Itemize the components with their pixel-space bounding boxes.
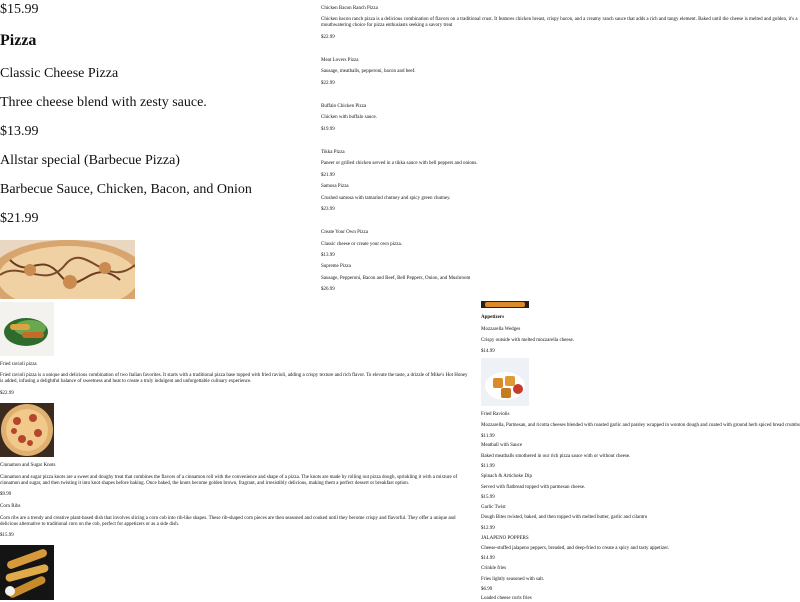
item-name: Create Your Own Pizza	[321, 230, 368, 235]
item-description: Fries lightly seasoned with salt.	[481, 577, 545, 582]
item-description: Cheese-stuffed jalapeno peppers, breaded, and deep-fried to create a spicy and tasty appetizer.	[481, 546, 670, 551]
price: $11.99	[481, 464, 495, 469]
cinnamon-knots-photo	[0, 403, 54, 457]
price: $14.99	[481, 556, 495, 561]
corn-ribs-photo	[0, 545, 54, 600]
item-description: Mozzarella, Parmesan, and ricotta cheeses blended with roasted garlic and parsley wrapped in wonton dough and coated with ground herb spiced bread crumbs	[481, 423, 800, 428]
item-description: Three cheese blend with zesty sauce.	[0, 95, 207, 110]
item-description: Fried ravioli pizza is a unique and delicious combination of two Italian favorites. It starts with a traditional pizza base topped with fried ravioli, adding a crispy texture and rich flavor. To elevate the taste, a drizzle of Mike's Hot Honey is added, infusing a delightful balance of sweetness and heat to create a truly indulgent and unforgettable culinary experience.	[0, 373, 468, 385]
price: $22.99	[321, 81, 335, 86]
item-name: JALAPENO POPPERS	[481, 536, 529, 541]
price: $14.99	[481, 349, 495, 354]
price: $23.99	[321, 207, 335, 212]
item-name: Meatball with Sauce	[481, 443, 523, 448]
item-description: Sausage, Pepperoni, Bacon and Beef, Bell Peppers, Onion, and Mushroom	[321, 276, 471, 281]
mozzarella-wedges-photo	[481, 358, 529, 406]
item-description: Chicken bacon ranch pizza is a delicious combination of flavors on a traditional crust. It features chicken breast, crispy bacon, and a creamy ranch sauce that adds a rich and tangy element. Baked until the cheese is melted and golden, it's a mouthwatering choice for pizza enthusiasts seeking a savory treat	[321, 17, 798, 29]
price: $21.99	[0, 211, 39, 226]
item-description: Baked meatballs smothered in our rich pizza sauce with or without cheese.	[481, 454, 631, 459]
fried-ravioli-pizza-photo	[0, 240, 135, 299]
price: $26.99	[321, 287, 335, 292]
item-description: Barbecue Sauce, Chicken, Bacon, and Onion	[0, 182, 252, 197]
item-name: Meat Lovers Pizza	[321, 58, 359, 63]
item-name: Chicken Bacon Ranch Pizza	[321, 6, 378, 11]
item-name: Samosa Pizza	[321, 184, 349, 189]
item-name: Loaded cheese curls fries	[481, 596, 532, 601]
price: $13.99	[321, 253, 335, 258]
price: $19.99	[321, 127, 335, 132]
item-name: Corn Ribs	[0, 504, 21, 509]
price: $15.99	[0, 533, 14, 538]
item-name: Mozzarella Wedges	[481, 327, 521, 332]
item-name: Garlic Twist	[481, 505, 506, 510]
item-name: Spinach & Artichoke Dip	[481, 474, 532, 479]
price: $9.99	[0, 492, 12, 497]
item-description: Classic cheese or create your own pizza.	[321, 242, 402, 247]
item-description: Dough Bites twisted, baked, and then topped with melted butter, garlic and cilantro	[481, 515, 648, 520]
item-description: Crushed samosa with tamarind chutney and spicy green chutney.	[321, 196, 451, 201]
price: $22.99	[0, 391, 14, 396]
item-name: Allstar special (Barbecue Pizza)	[0, 153, 180, 168]
price: $22.99	[321, 35, 335, 40]
price: $11.99	[481, 434, 495, 439]
item-name: Fried Raviolis	[481, 412, 510, 417]
item-description: Sausage, meatballs, pepperoni, bacon and beef.	[321, 69, 416, 74]
price: $6.99	[481, 587, 493, 592]
item-name: Cinnamon and Sugar Knots	[0, 463, 56, 468]
price: $12.99	[481, 526, 495, 531]
section-heading-appetizers: Appetizers	[481, 315, 505, 320]
price: $13.99	[0, 124, 39, 139]
price: $15.99	[0, 2, 39, 17]
item-name: Buffalo Chicken Pizza	[321, 104, 367, 109]
price: $15.99	[481, 495, 495, 500]
fried-ravioli-pizza-thumbnail	[0, 302, 54, 356]
item-name: Tikka Pizza	[321, 150, 345, 155]
item-name: Crinkle fries	[481, 566, 507, 571]
item-description: Served with flatbread topped with parmesan cheese.	[481, 485, 586, 490]
appetizer-banner-photo	[481, 301, 529, 308]
item-description: Chicken with buffalo sauce.	[321, 115, 378, 120]
item-description: Corn ribs are a trendy and creative plant-based dish that involves slicing a corn cob into rib-like shapes. These rib-shaped corn pieces are then seasoned and cooked until they become crispy and flavorful. They offer a unique and delicious alternative to traditional corn on the cob, perfect for appetizers or as a side dish.	[0, 516, 456, 528]
item-name: Fried ravioli pizza	[0, 362, 37, 367]
item-name: Classic Cheese Pizza	[0, 66, 119, 81]
item-description: Cinnamon and sugar pizza knots are a sweet and doughy treat that combines the flavors of a cinnamon roll with the convenience and shape of a pizza. The knots are made by rolling out pizza dough, sprinkling it with a mixture of cinnamon and sugar, and then twisting it into knot shapes before baking. Once baked, the knots become golden brown, fragrant, and irresistibly delicious, making them a perfect dessert or breakfast option.	[0, 475, 458, 487]
item-description: Crispy outside with melted mozzarella cheese.	[481, 338, 575, 343]
price: $21.99	[321, 173, 335, 178]
item-name: Supreme Pizza	[321, 264, 351, 269]
section-heading-pizza: Pizza	[0, 32, 37, 49]
item-description: Paneer or grilled chicken served in a tikka sauce with bell peppers and onions.	[321, 161, 478, 166]
